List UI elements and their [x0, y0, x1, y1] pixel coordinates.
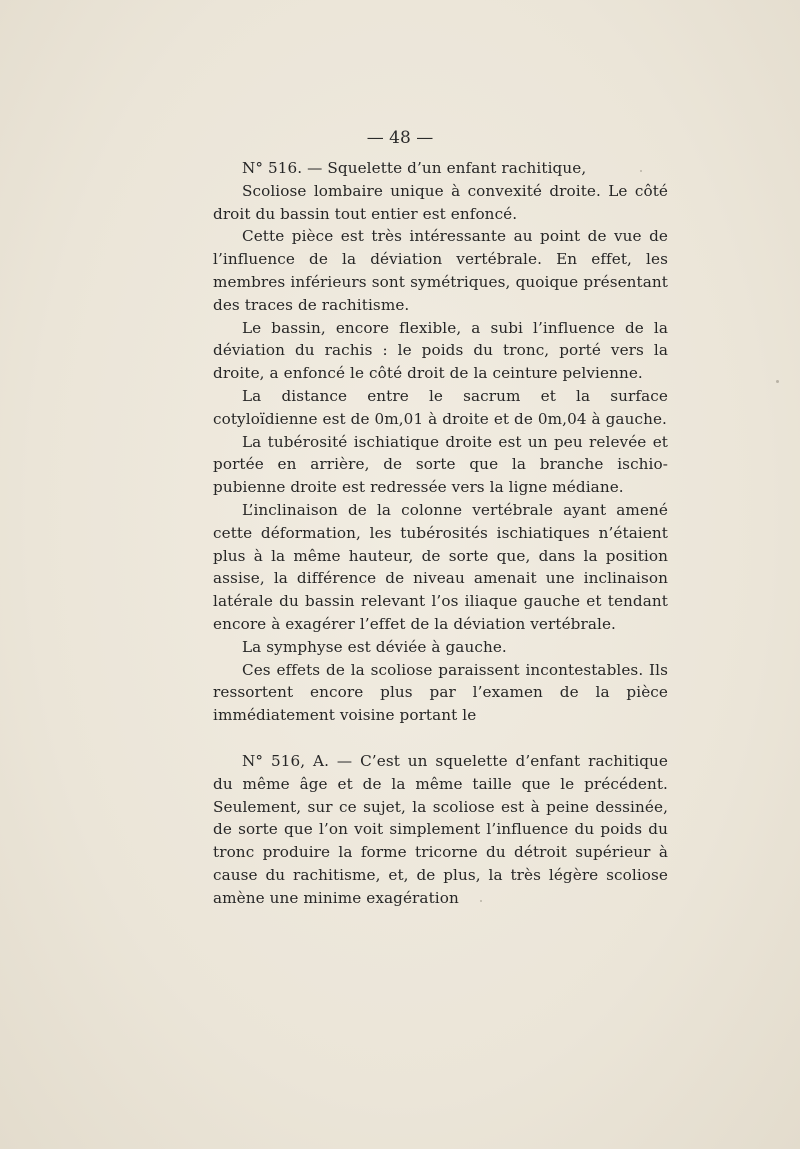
page-number-header: — 48 —: [366, 128, 434, 148]
paper-speck: [480, 900, 482, 902]
paragraph-bassin: Le bassin, encore flexible, a subi l’influence de la déviation du rachis : le poids du tronc, porté vers la droite, a enfoncé le côté droit de la ceinture pelvienne.: [213, 318, 668, 383]
page-body: [213, 157, 668, 910]
paper-speck: [640, 170, 642, 172]
paragraph-tuberosite: La tubérosité ischiatique droite est un peu relevée et portée en arrière, de sorte que la branche ischio-pubienne droite est redressée vers la ligne médiane.: [213, 432, 668, 497]
paragraph-piece-interessante: Cette pièce est très intéressante au point de vue de l’influence de la déviation vertébrale. En effet, les membres inférieurs sont symétriques, quoique présentant des traces de rachitisme.: [213, 227, 668, 314]
paragraph-effets: Ces effets de la scoliose paraissent incontestables. Ils ressortent encore plus par l’examen de la pièce immédiatement voisine portant le: [213, 660, 668, 725]
paragraph-distance: La distance entre le sacrum et la surface cotyloïdienne est de 0m,01 à droite et de 0m,04 à gauche.: [213, 386, 668, 428]
paragraph-inclinaison: L’inclinaison de la colonne vertébrale ayant amené cette déformation, les tubérosités ischiatiques n’étaient plus à la même hauteur, de sorte que, dans la position assise, la différence de niveau amenait une inclinaison latérale du bassin relevant l’os iliaque gauche et tendant encore à exagérer l’effet de la déviation vertébrale.: [213, 500, 668, 633]
paper-speck: [776, 380, 779, 383]
paragraph-scoliose: Scoliose lombaire unique à convexité droite. Le côté droit du bassin tout entier est enfoncé.: [213, 181, 668, 223]
paragraph-entry-516a: N° 516, A. — C’est un squelette d’enfant rachitique du même âge et de la même taille que le précédent. Seulement, sur ce sujet, la scoliose est à peine dessinée, de sorte que l’on voit simplement l’influence du poids du tronc produire la forme tricorne du détroit supérieur à cause du rachitisme, et, de plus, la très légère scoliose amène une minime exagération: [213, 751, 668, 907]
paragraph-entry-516: N° 516. — Squelette d’un enfant rachitique,: [242, 159, 587, 177]
paragraph-symphyse: La symphyse est déviée à gauche.: [242, 637, 507, 656]
